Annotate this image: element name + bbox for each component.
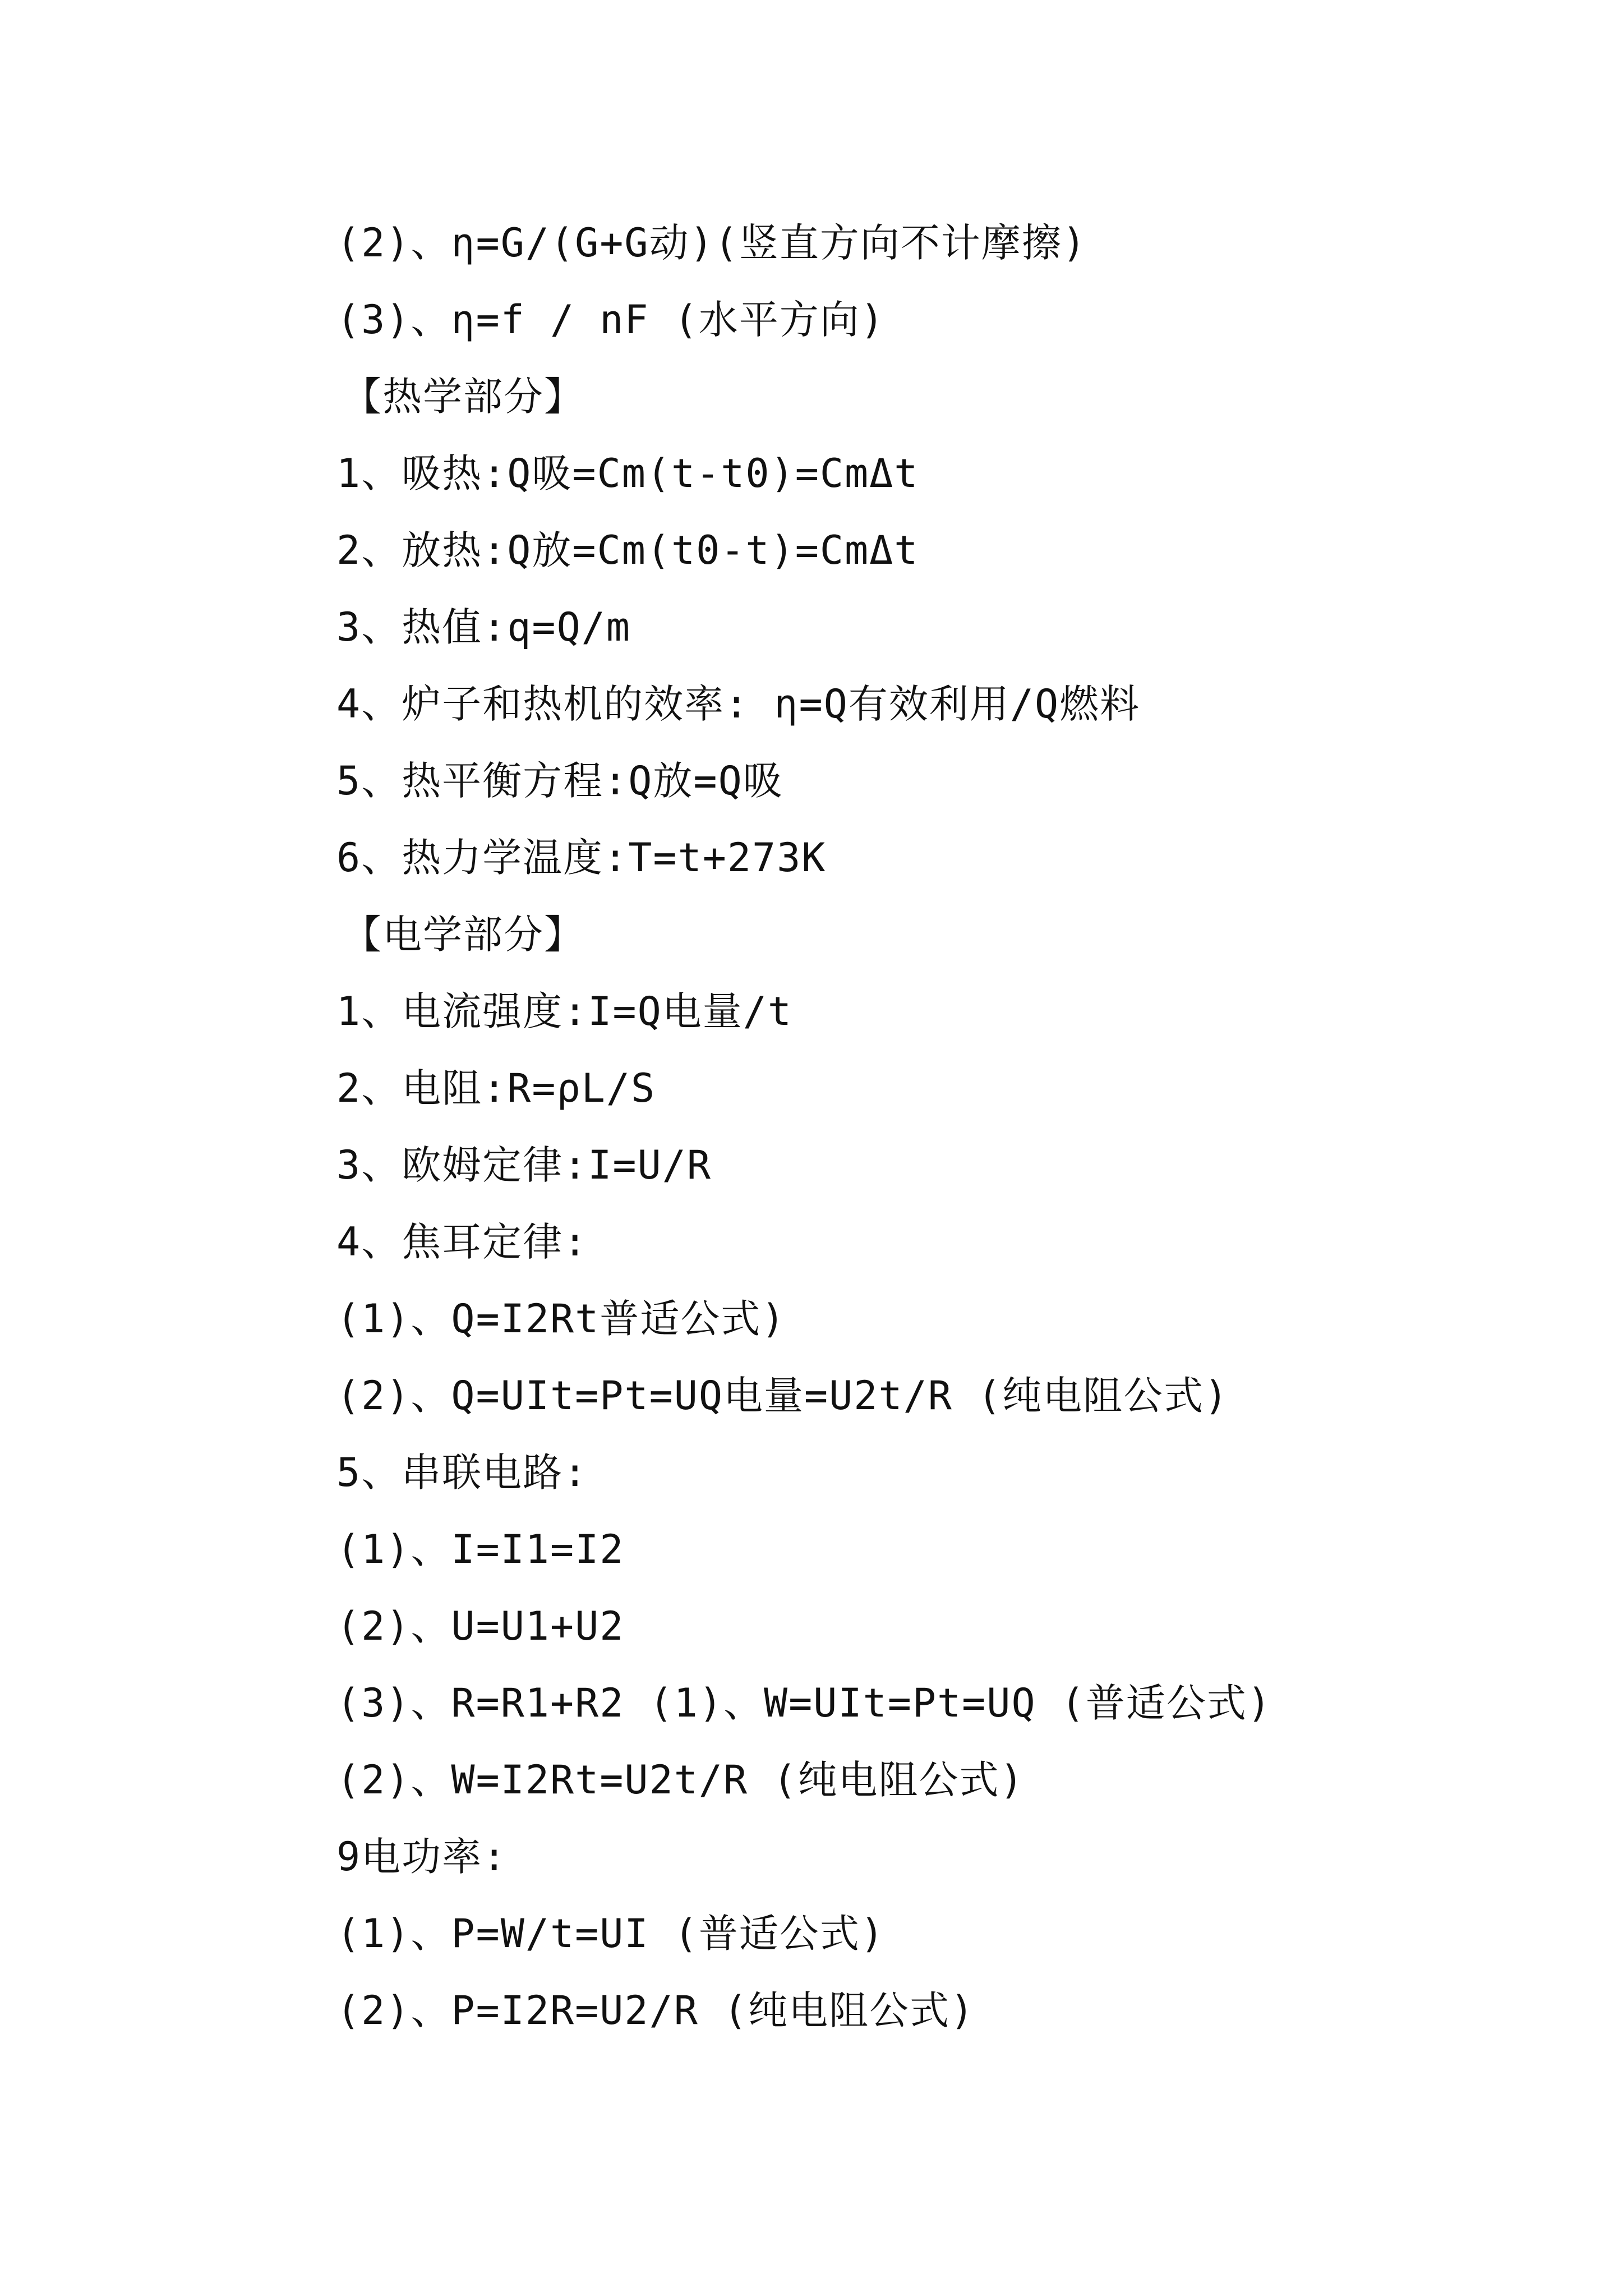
section-heading-electric: 【电学部分】	[342, 912, 584, 958]
formula-line: (3)、η=f / nF (水平方向)	[336, 297, 886, 343]
formula-line: (3)、R=R1+R2 (1)、W=UIt=Pt=UQ (普适公式)	[336, 1680, 1272, 1726]
formula-line: (2)、W=I2Rt=U2t/R (纯电阻公式)	[336, 1757, 1025, 1803]
formula-line: 9电功率:	[336, 1834, 508, 1880]
formula-line: 5、热平衡方程:Q放=Q吸	[336, 758, 783, 804]
formula-line: 6、热力学温度:T=t+273K	[336, 835, 827, 881]
formula-list	[336, 205, 1486, 2049]
formula-line: (1)、Q=I2Rt普适公式)	[336, 1296, 786, 1342]
formula-line: (2)、η=G/(G+G动)(竖直方向不计摩擦)	[336, 220, 1087, 266]
formula-line: 5、串联电路:	[336, 1450, 588, 1496]
formula-line: (2)、U=U1+U2	[336, 1603, 625, 1649]
formula-line: 1、电流强度:I=Q电量/t	[336, 988, 793, 1034]
formula-line: 3、热值:q=Q/m	[336, 604, 631, 650]
formula-line: 3、欧姆定律:I=U/R	[336, 1142, 712, 1188]
formula-line: 4、焦耳定律:	[336, 1219, 588, 1265]
section-heading-thermal: 【热学部分】	[342, 374, 584, 420]
formula-line: 2、电阻:R=ρL/S	[336, 1065, 656, 1111]
formula-line: 1、吸热:Q吸=Cm(t-t0)=CmΔt	[336, 450, 919, 496]
formula-line: 4、炉子和热机的效率: η=Q有效利用/Q燃料	[336, 681, 1141, 727]
formula-line: (2)、P=I2R=U2/R (纯电阻公式)	[336, 1987, 975, 2033]
formula-line: (1)、I=I1=I2	[336, 1526, 625, 1572]
formula-line: 2、放热:Q放=Cm(t0-t)=CmΔt	[336, 527, 919, 573]
formula-line: (2)、Q=UIt=Pt=UQ电量=U2t/R (纯电阻公式)	[336, 1373, 1229, 1419]
formula-line: (1)、P=W/t=UI (普适公式)	[336, 1911, 886, 1957]
